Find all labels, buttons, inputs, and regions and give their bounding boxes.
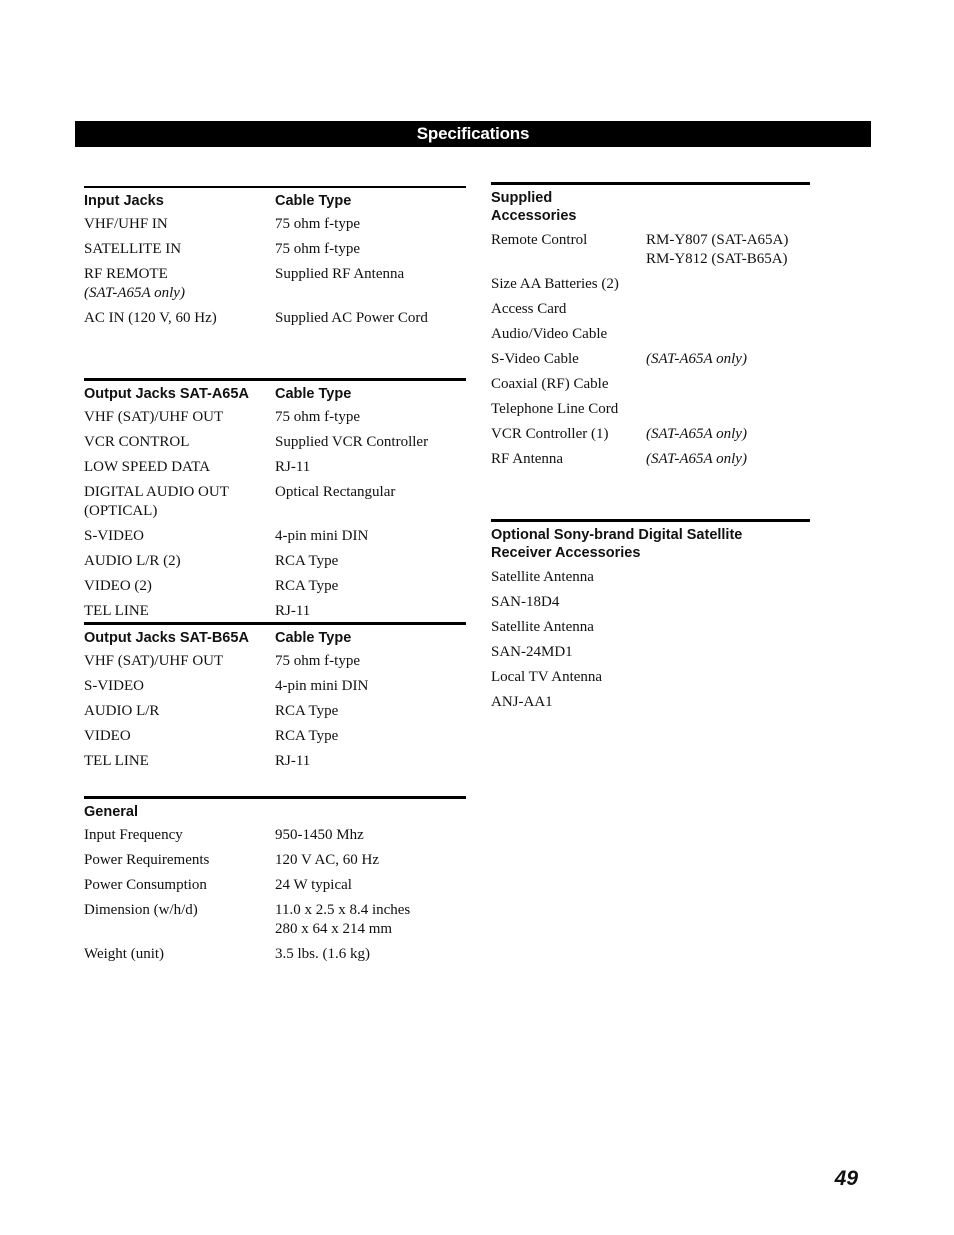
list-item: Satellite Antenna — [491, 569, 594, 585]
input-jacks-section — [84, 186, 466, 334]
optional-accessories-header: Optional Sony-brand Digital Satellite Receiver Accessories — [491, 519, 810, 562]
model-note: (SAT-A65A only) — [646, 426, 747, 442]
model-note: (SAT-A65A only) — [84, 285, 185, 301]
accessory-row: Remote Control RM-Y807 (SAT-A65A) RM-Y812 (SAT-B65A) — [491, 232, 789, 267]
spec-row: VHF/UHF IN 75 ohm f-type — [84, 216, 360, 232]
output-jacks-b65a-section — [84, 622, 466, 777]
list-item: SAN-18D4 — [491, 594, 560, 610]
input-jacks-header: Input Jacks Cable Type — [84, 186, 466, 210]
spec-row: AC IN (120 V, 60 Hz) Supplied AC Power Cord — [84, 310, 428, 326]
supplied-accessories-header: Supplied Accessories — [491, 182, 810, 225]
spec-row: Power Consumption 24 W typical — [84, 877, 352, 893]
list-item: SAN-24MD1 — [491, 644, 573, 660]
accessory-row: Access Card — [491, 301, 567, 317]
spec-row: LOW SPEED DATA RJ-11 — [84, 459, 311, 475]
list-item: Satellite Antenna — [491, 619, 594, 635]
output-jacks-a65a-header: Output Jacks SAT-A65A Cable Type — [84, 378, 466, 403]
optional-accessories-section — [491, 519, 810, 718]
spec-row: VHF (SAT)/UHF OUT 75 ohm f-type — [84, 409, 360, 425]
spec-row: Dimension (w/h/d) 11.0 x 2.5 x 8.4 inches 280 x 64 x 214 mm — [84, 902, 411, 937]
accessory-row: Coaxial (RF) Cable — [491, 376, 609, 392]
accessory-row: VCR Controller (1) (SAT-A65A only) — [491, 425, 810, 444]
accessory-row: RF Antenna (SAT-A65A only) — [491, 450, 810, 469]
spec-row: TEL LINE RJ-11 — [84, 603, 311, 619]
spec-row: SATELLITE IN 75 ohm f-type — [84, 241, 360, 257]
spec-row: VHF (SAT)/UHF OUT 75 ohm f-type — [84, 653, 360, 669]
spec-row: Power Requirements 120 V AC, 60 Hz — [84, 852, 380, 868]
accessory-row: S-Video Cable (SAT-A65A only) — [491, 350, 810, 369]
spec-row: Weight (unit) 3.5 lbs. (1.6 kg) — [84, 946, 370, 962]
accessory-row: Size AA Batteries (2) — [491, 276, 619, 292]
spec-row: S-VIDEO 4-pin mini DIN — [84, 678, 369, 694]
spec-row: RF REMOTE (SAT-A65A only) Supplied RF Antenna — [84, 266, 405, 301]
spec-row: AUDIO L/R (2) RCA Type — [84, 553, 339, 569]
general-header: General — [84, 796, 466, 821]
spec-row: TEL LINE RJ-11 — [84, 753, 311, 769]
list-item: Local TV Antenna — [491, 669, 603, 685]
supplied-accessories-section — [491, 182, 810, 475]
list-item: ANJ-AA1 — [491, 694, 553, 710]
model-note: (SAT-A65A only) — [646, 351, 747, 367]
accessory-row: Telephone Line Cord — [491, 401, 619, 417]
model-note: (SAT-A65A only) — [646, 451, 747, 467]
accessory-row: Audio/Video Cable — [491, 326, 608, 342]
spec-row: S-VIDEO 4-pin mini DIN — [84, 528, 369, 544]
spec-row: DIGITAL AUDIO OUT (OPTICAL) Optical Rectangular — [84, 484, 396, 519]
spec-row: Input Frequency 950-1450 Mhz — [84, 827, 364, 843]
spec-row: AUDIO L/R RCA Type — [84, 703, 339, 719]
output-jacks-b65a-header: Output Jacks SAT-B65A Cable Type — [84, 622, 466, 647]
output-jacks-a65a-section — [84, 378, 466, 627]
spec-row: VIDEO (2) RCA Type — [84, 578, 339, 594]
spec-row: VCR CONTROL Supplied VCR Controller — [84, 434, 429, 450]
spec-row: VIDEO RCA Type — [84, 728, 339, 744]
page-number: 49 — [834, 1167, 858, 1190]
page-banner-title: Specifications — [75, 121, 871, 147]
general-section — [84, 796, 466, 970]
